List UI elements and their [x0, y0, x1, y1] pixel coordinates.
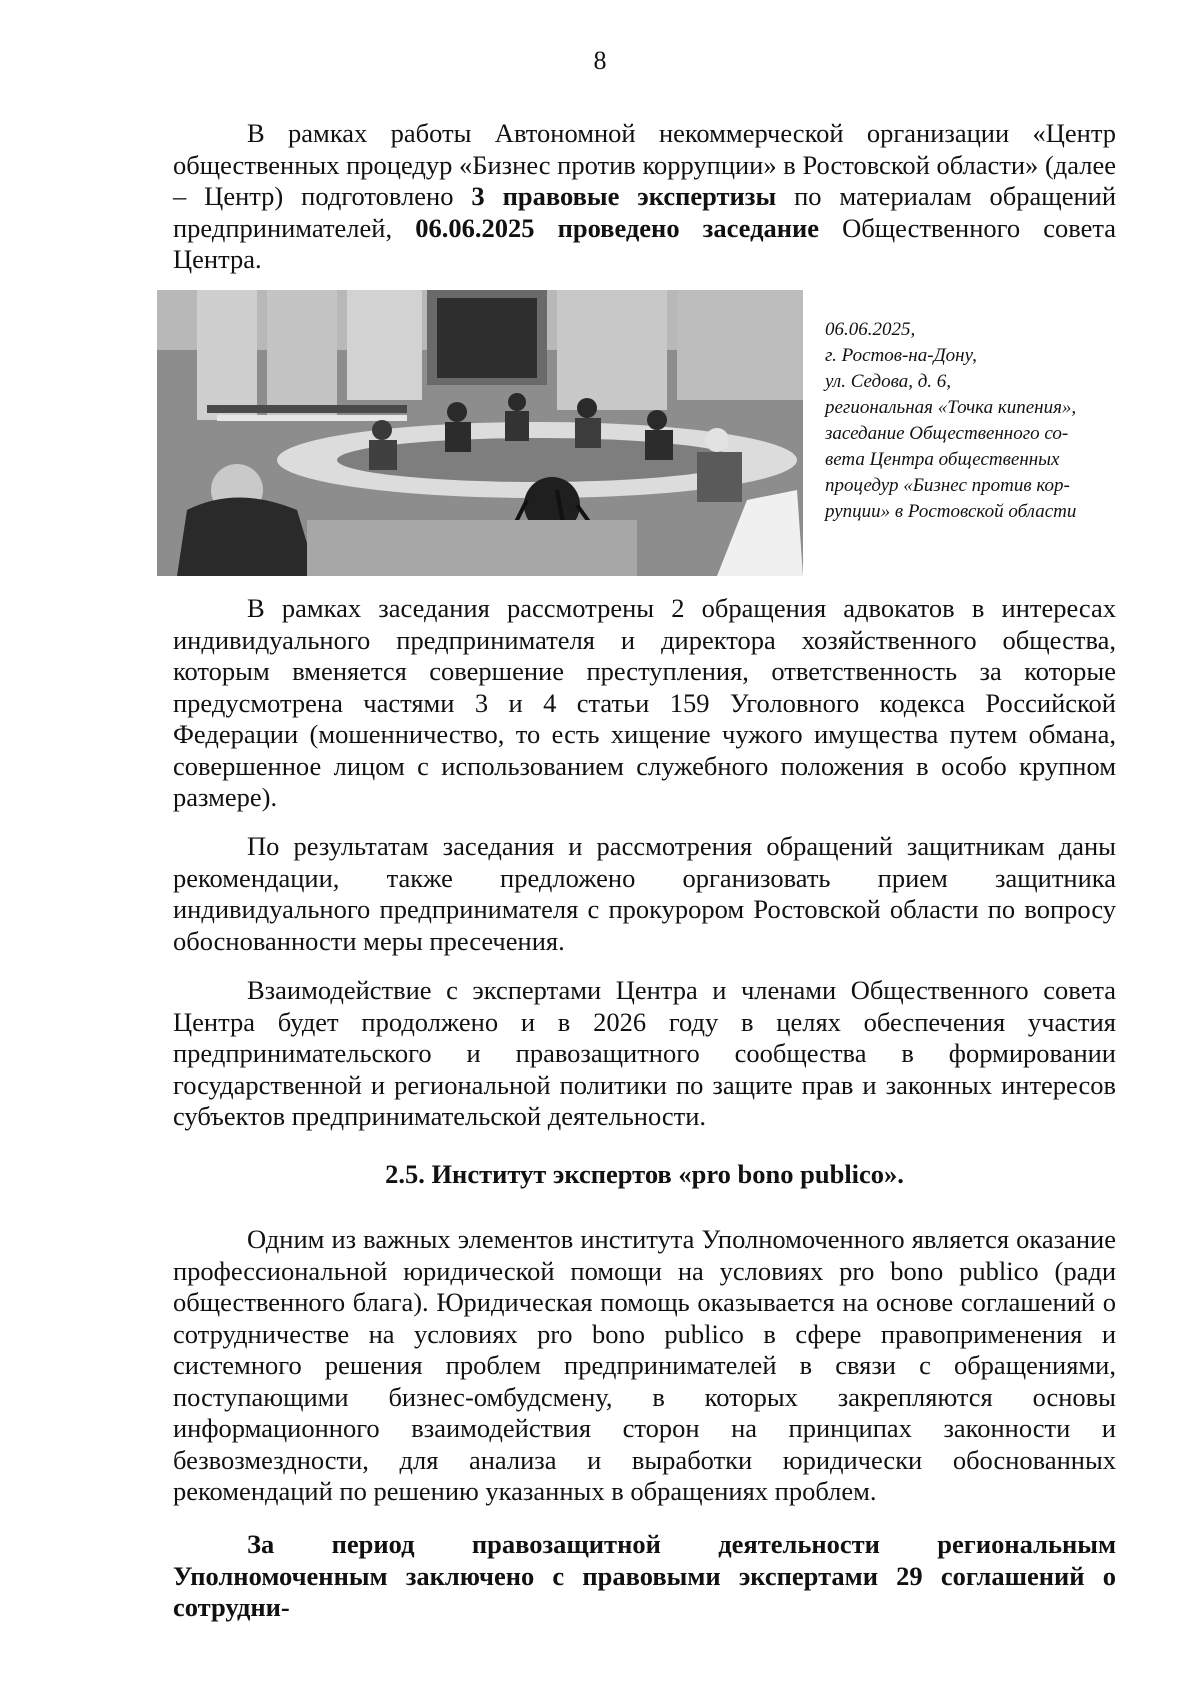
caption-line: региональная «Точка кипения», [825, 397, 1077, 418]
paragraph-meeting-results: По результатам заседания и рассмотрения обращений защитникам даны рекомендации, также предложено организовать прием защитника индивидуального предпринимателя с прокурором Ростовской области по вопросу обоснованности меры пресечения. [173, 831, 1116, 956]
intro-text-1: В рамках работы Автономной некоммерческой организации «Центр общественных процедур «Бизнес против коррупции» в Ростовской области» (далее – Центр) подготовлено [173, 118, 1116, 211]
paragraph-cooperation: Взаимодействие с экспертами Центра и членами Общественного совета Центра будет продолжено и в 2026 году в целях обеспечения участия предпринимательского и правозащитного сообщества в формировании государственной и региональной политики по защите прав и законных интересов субъектов предпринимательской деятельности. [173, 975, 1116, 1131]
caption-line: рупции» в Ростовской области [825, 501, 1077, 522]
caption-line: процедур «Бизнес против кор- [825, 475, 1070, 496]
paragraph-center-intro [173, 118, 1116, 276]
caption-line: заседание Общественного со- [825, 423, 1069, 444]
meeting-photo-image [157, 290, 803, 576]
intro-bold-meeting: 06.06.2025 проведено заседание [415, 212, 820, 243]
intro-bold-expertises: 3 правовые экспертизы [471, 181, 777, 211]
paragraph-meeting-appeals: В рамках заседания рассмотрены 2 обращения адвокатов в интересах индивидуального предпринимателя и директора хозяйственного общества, которым вменяется совершение преступления, ответственность за которые предусмотрена частями 3 и 4 статьи 159 Уголовного кодекса Российской Федерации (мошенничество, то есть хищение чужого имущества путем обмана, совершенное лицом с использованием служебного положения в особо крупном размере). [173, 593, 1116, 812]
meeting-photo [157, 290, 803, 576]
paragraph-agreements: За период правозащитной деятельности региональным Уполномоченным заключено с правовыми экспертами 29 соглашений о сотрудни- [173, 1529, 1116, 1622]
caption-line: 06.06.2025, [825, 319, 916, 340]
intro-text-3: Общественного совета Центра. [173, 212, 1117, 274]
photo-caption [825, 317, 1125, 525]
intro-text-2: по материалам обращений предпринимателей, [173, 181, 1116, 243]
paragraph-pro-bono: Одним из важных элементов института Уполномоченного является оказание профессиональной юридической помощи на условиях pro bono publico (ради общественного блага). Юридическая помощь оказывается на основе соглашений о сотрудничестве на условиях pro bono publico в сфере правоприменения и системного решения проблем предпринимателей в связи с обращениями, поступающими бизнес-омбудсмену, в которых закрепляются основы информационного взаимодействия сторон на принципах законности и безвозмездности, для анализа и выработки юридически обоснованных рекомендаций по решению указанных в обращениях проблем. [173, 1224, 1116, 1506]
page-number: 8 [593, 46, 607, 75]
caption-line: вета Центра общественных [825, 449, 1060, 470]
section-heading: 2.5. Институт экспертов «pro bono publico». [385, 1159, 904, 1189]
caption-line: ул. Седова, д. 6, [825, 371, 952, 392]
caption-line: г. Ростов-на-Дону, [825, 345, 977, 366]
